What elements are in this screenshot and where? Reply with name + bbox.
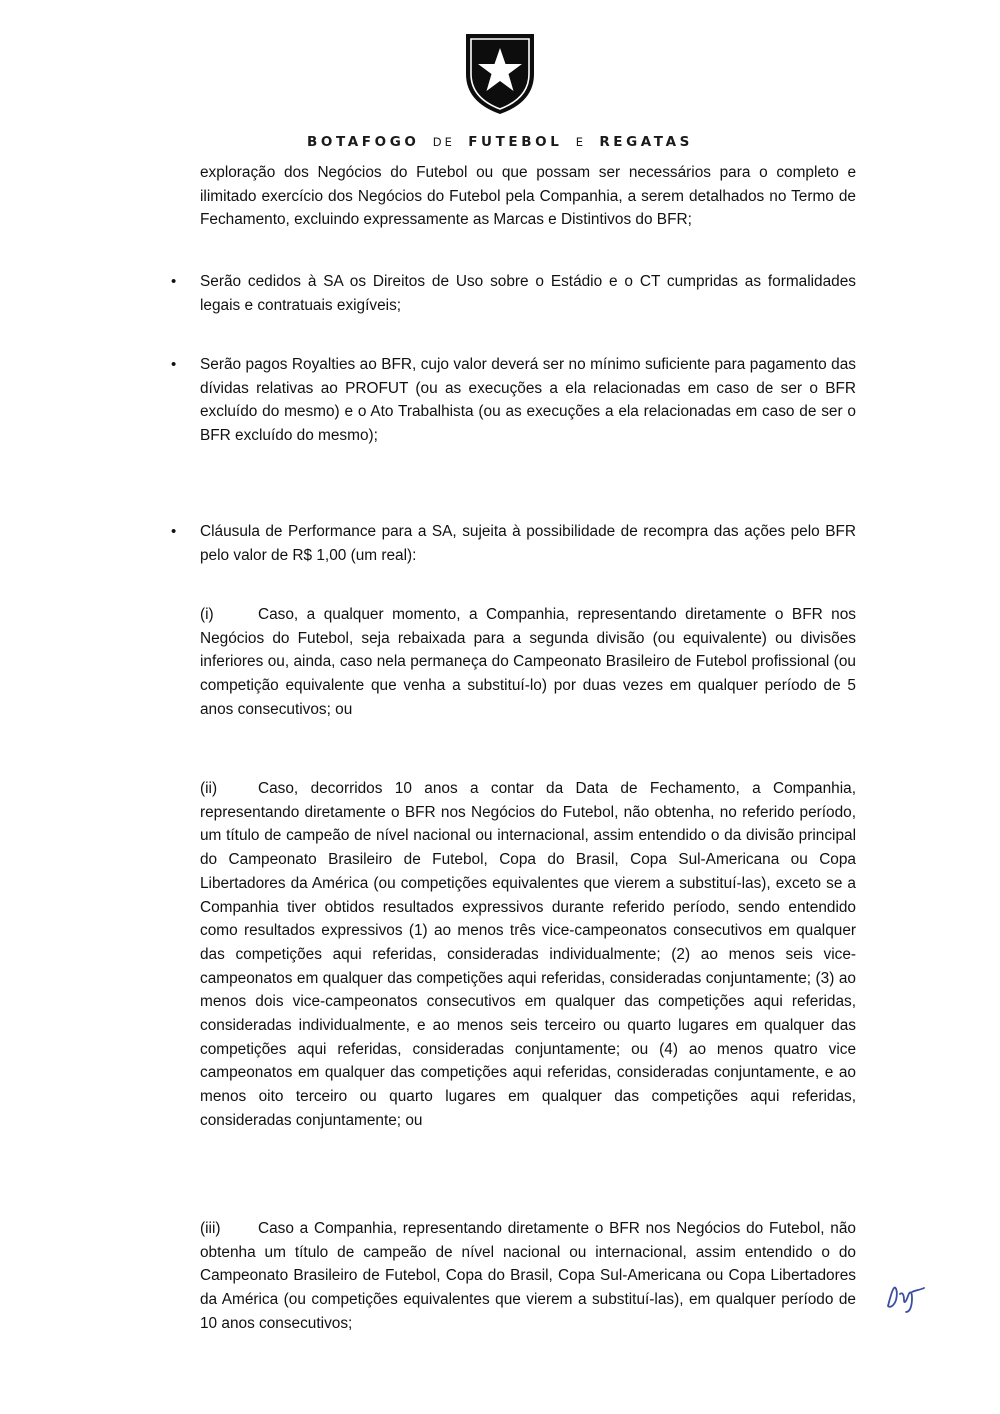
org-name-part3: REGATAS <box>599 134 693 150</box>
clause-text: Caso, decorridos 10 anos a contar da Data de Fechamento, a Companhia, representando diretamente o BFR nos Negócios do Futebol, não obtenha, no referido período, um título de campeão de nível nacional ou internacional, assim entendido o da divisão principal do Campeonato Brasileiro de Futebol, Copa do Brasil, Copa Sul-Americana ou Copa Libertadores da América (ou competições equivalentes que vierem a substituí-las), exceto se a Companhia tiver obtidos resultados expressivos durante referido período, sendo entendido como resultados expressivos (1) ao menos três vice-campeonatos consecutivos em qualquer das competições aqui referidas, consideradas individualmente; (2) ao menos seis vice-campeonatos em qualquer das competições aqui referidas, consideradas conjuntamente; (3) ao menos dois vice-campeonatos consecutivos em qualquer das competições aqui referidas, consideradas individualmente, e ao menos seis terceiro ou quarto lugares em qualquer das competições aqui referidas, consideradas conjuntamente; ou (4) ao menos quatro vice campeonatos em qualquer das competições aqui referidas, consideradas conjuntamente, e ao menos oito terceiro ou quarto lugares em qualquer das competições aqui referidas, consideradas conjuntamente; ou <box>200 780 856 1129</box>
org-name-part1: BOTAFOGO <box>307 134 420 150</box>
clause-number: (i) <box>200 606 214 623</box>
clause-number: (iii) <box>200 1220 221 1237</box>
intro-paragraph-text: exploração dos Negócios do Futebol ou que possam ser necessários para o completo e ilimitado exercício dos Negócios do Futebol pela Companhia, a serem detalhados no Termo de Fechamento, excluindo expressamente as Marcas e Distintivos do BFR; <box>200 164 856 229</box>
intro-paragraph <box>200 161 856 232</box>
botafogo-shield-logo-icon <box>462 30 538 116</box>
org-name-part2: FUTEBOL <box>468 134 563 150</box>
clause-text: Caso a Companhia, representando diretamente o BFR nos Negócios do Futebol, não obtenha um título de campeão de nível nacional ou internacional, assim entendido o do Campeonato Brasileiro de Futebol, Copa do Brasil, Copa Sul-Americana ou Copa Libertadores da América (ou competições equivalentes que vierem a substituí-las), em qualquer período de 10 anos consecutivos; <box>200 1220 856 1332</box>
org-name-de: DE <box>432 135 455 149</box>
performance-clause-item <box>200 603 856 722</box>
org-name-e: E <box>575 135 586 149</box>
organization-name <box>0 134 1000 150</box>
bullet-marker: • <box>171 273 177 290</box>
bullet-item <box>200 353 856 448</box>
bullet-item-text: Cláusula de Performance para a SA, sujeita à possibilidade de recompra das ações pelo BFR pelo valor de R$ 1,00 (um real): <box>200 523 856 564</box>
bullet-marker: • <box>171 356 177 373</box>
clause-text: Caso, a qualquer momento, a Companhia, representando diretamente o BFR nos Negócios do Futebol, seja rebaixada para a segunda divisão (ou equivalente) ou divisões inferiores ou, ainda, caso nela permaneça do Campeonato Brasileiro de Futebol profissional (ou competição equivalente que venha a substituí-lo) por duas vezes em qualquer período de 5 anos consecutivos; ou <box>200 606 856 718</box>
bullet-item-text: Serão pagos Royalties ao BFR, cujo valor deverá ser no mínimo suficiente para pagamento das dívidas relativas ao PROFUT (ou as execuções a ela relacionadas em caso de ser o BFR excluído do mesmo) e o Ato Trabalhista (ou as execuções a ela relacionadas em caso de ser o BFR excluído do mesmo); <box>200 356 856 445</box>
bullet-item <box>200 270 856 317</box>
bullet-marker: • <box>171 523 177 540</box>
bullet-item-text: Serão cedidos à SA os Direitos de Uso sobre o Estádio e o CT cumpridas as formalidades legais e contratuais exigíveis; <box>200 273 856 314</box>
clause-number: (ii) <box>200 780 218 797</box>
bullet-item <box>200 520 856 567</box>
performance-clause-item <box>200 1217 856 1336</box>
handwritten-signature-icon <box>882 1280 930 1314</box>
performance-clause-item <box>200 777 856 1133</box>
